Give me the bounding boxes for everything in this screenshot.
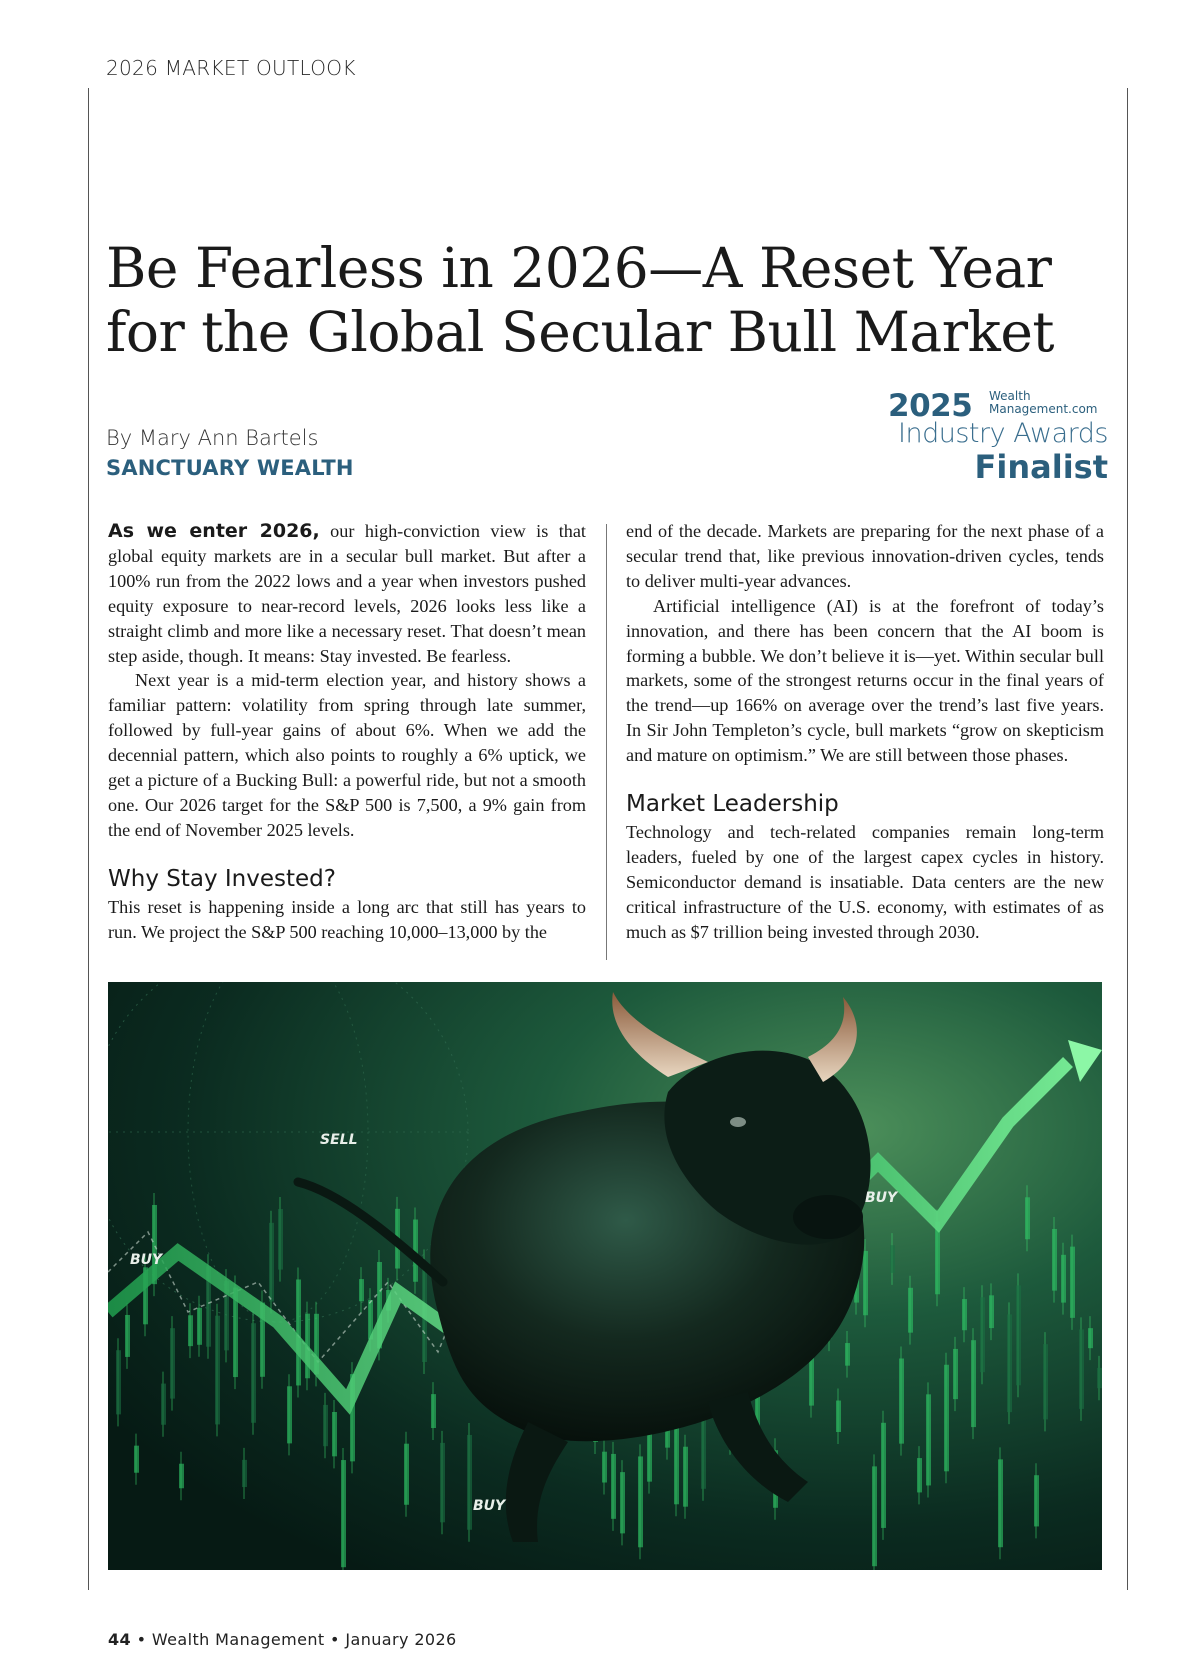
candle-body — [1079, 1329, 1084, 1408]
paragraph-3: This reset is happening inside a long arc that still has years to run. We project the S&P 500 reaching 10,000–13,000 by the — [108, 896, 586, 942]
candle-body — [287, 1386, 292, 1443]
candle-body — [683, 1447, 688, 1507]
candle-body — [269, 1223, 274, 1302]
page-rule-left — [88, 88, 89, 1590]
candle-body — [323, 1405, 328, 1446]
subhead-market-leadership: Market Leadership — [626, 791, 839, 818]
candle-body — [872, 1466, 877, 1566]
candle-body — [638, 1456, 643, 1547]
candle-body — [1043, 1344, 1048, 1419]
candle-body — [881, 1423, 886, 1528]
candle-body — [620, 1472, 625, 1533]
candle-body — [251, 1323, 256, 1423]
label-buy-right: BUY — [865, 1190, 898, 1206]
candle-body — [278, 1209, 283, 1270]
article-column-left — [108, 519, 586, 945]
lead-in: As we enter 2026, — [108, 520, 320, 542]
candle-body — [1007, 1314, 1012, 1412]
candle-body — [332, 1412, 337, 1456]
author-firm: SANCTUARY WEALTH — [106, 456, 354, 480]
award-name: Industry Awards — [898, 418, 1108, 449]
candle-body — [467, 1435, 472, 1530]
candle-body — [674, 1417, 679, 1505]
candle-body — [935, 1222, 940, 1295]
hero-bull-illustration — [108, 982, 1102, 1570]
candle-body — [404, 1444, 409, 1505]
candle-body — [125, 1315, 130, 1357]
candle-body — [1025, 1197, 1030, 1239]
footer-text: • Wealth Management • January 2026 — [131, 1630, 457, 1649]
label-buy-bottom: BUY — [473, 1498, 506, 1514]
candle-body — [1070, 1247, 1075, 1318]
article-headline: Be Fearless in 2026—A Reset Year for the Global Secular Bull Market — [106, 236, 1054, 364]
candle-body — [989, 1295, 994, 1328]
subhead-why-stay-invested: Why Stay Invested? — [108, 865, 336, 892]
candle-body — [998, 1459, 1003, 1547]
page-footer — [108, 1630, 457, 1649]
candle-body — [116, 1350, 121, 1414]
candle-body — [602, 1452, 607, 1483]
candle-body — [980, 1297, 985, 1372]
candle-body — [431, 1394, 436, 1428]
bull-eye — [730, 1117, 746, 1127]
candle-body — [179, 1464, 184, 1489]
running-head: 2026 MARKET OUTLOOK — [106, 56, 356, 80]
candle-body — [836, 1401, 841, 1432]
candle-body — [962, 1299, 967, 1330]
paragraph-5: Technology and tech-related companies remain long-term leaders, fueled by one of the largest capex cycles in history. Semiconductor demand is insatiable. Data centers are the new critical infrastructure of the U.S. economy, with estimates of as much as $7 trillion being invested through 2030. — [626, 822, 1104, 942]
candle-body — [134, 1446, 139, 1473]
bull-muzzle — [793, 1195, 863, 1239]
candle-body — [170, 1328, 175, 1398]
bull-market-artwork — [108, 982, 1102, 1570]
candle-body — [1061, 1255, 1066, 1303]
candle-body — [242, 1460, 247, 1487]
award-brand-line1: Wealth — [989, 389, 1031, 403]
paragraph-1-text: our high-conviction view is that global equity markets are in a secular bull market. But after a 100% run from the 2022 lows and a year when investors pushed equity exposure to near-record levels, 2026 looks less like a straight climb and more like a necessary reset. That doesn’t mean step aside, though. It means: Stay invested. Be fearless. — [108, 521, 586, 666]
candle-body — [1097, 1368, 1102, 1388]
paragraph-3-continued: end of the decade. Markets are preparing for the next phase of a secular trend that, like previous innovation-driven cycles, tends to deliver multi-year advances. — [626, 521, 1104, 591]
candle-body — [161, 1384, 166, 1425]
paragraph-2: Next year is a mid-term election year, and history shows a familiar pattern: volatility from spring through late summer, followed by full-year gains of about 6%. When we add the decennial pattern, which also points to roughly a 6% uptick, we get a picture of a Bucking Bull: a powerful ride, but not a smooth one. Our 2026 target for the S&P 500 is 7,500, a 9% gain from the end of November 2025 levels. — [108, 670, 586, 840]
column-divider — [606, 524, 607, 960]
candle-body — [926, 1394, 931, 1485]
candle-body — [899, 1358, 904, 1443]
label-buy-left: BUY — [130, 1252, 163, 1268]
award-status: Finalist — [974, 448, 1108, 486]
candle-body — [1016, 1285, 1021, 1385]
candle-body — [215, 1316, 220, 1425]
candle-body — [188, 1315, 193, 1346]
candle-body — [944, 1365, 949, 1472]
page-number: 44 — [108, 1630, 132, 1649]
label-sell: SELL — [320, 1132, 358, 1148]
paragraph-1 — [108, 519, 586, 668]
candle-body — [1034, 1475, 1039, 1526]
candle-body — [1052, 1229, 1057, 1291]
candle-body — [359, 1279, 364, 1301]
candle-body — [1088, 1328, 1093, 1348]
candle-body — [908, 1288, 913, 1333]
candle-body — [917, 1458, 922, 1492]
candle-body — [296, 1279, 301, 1385]
candle-body — [845, 1343, 850, 1366]
award-year: 2025 — [888, 388, 973, 424]
candle-body — [611, 1454, 616, 1519]
candle-body — [440, 1443, 445, 1522]
article-column-right — [626, 519, 1104, 945]
page-rule-right — [1127, 88, 1128, 1590]
award-brand-line2: Management.com — [989, 402, 1098, 416]
award-badge — [838, 388, 1108, 484]
candle-body — [890, 1245, 895, 1273]
candle-body — [341, 1460, 346, 1567]
byline: By Mary Ann Bartels — [106, 426, 319, 450]
candle-body — [953, 1349, 958, 1399]
candle-body — [863, 1251, 868, 1315]
paragraph-4: Artificial intelligence (AI) is at the forefront of today’s innovation, and there has been concern that the AI boom is forming a bubble. We don’t believe it is—yet. Within secular bull markets, some of the strongest returns occur in the final years of the trend—up 166% on average over the trend’s last five years. In Sir John Templeton’s cycle, bull markets “grow on skepticism and mature on optimism.” We are still between those phases. — [626, 595, 1104, 766]
candle-body — [971, 1340, 976, 1427]
candle-body — [197, 1308, 202, 1345]
